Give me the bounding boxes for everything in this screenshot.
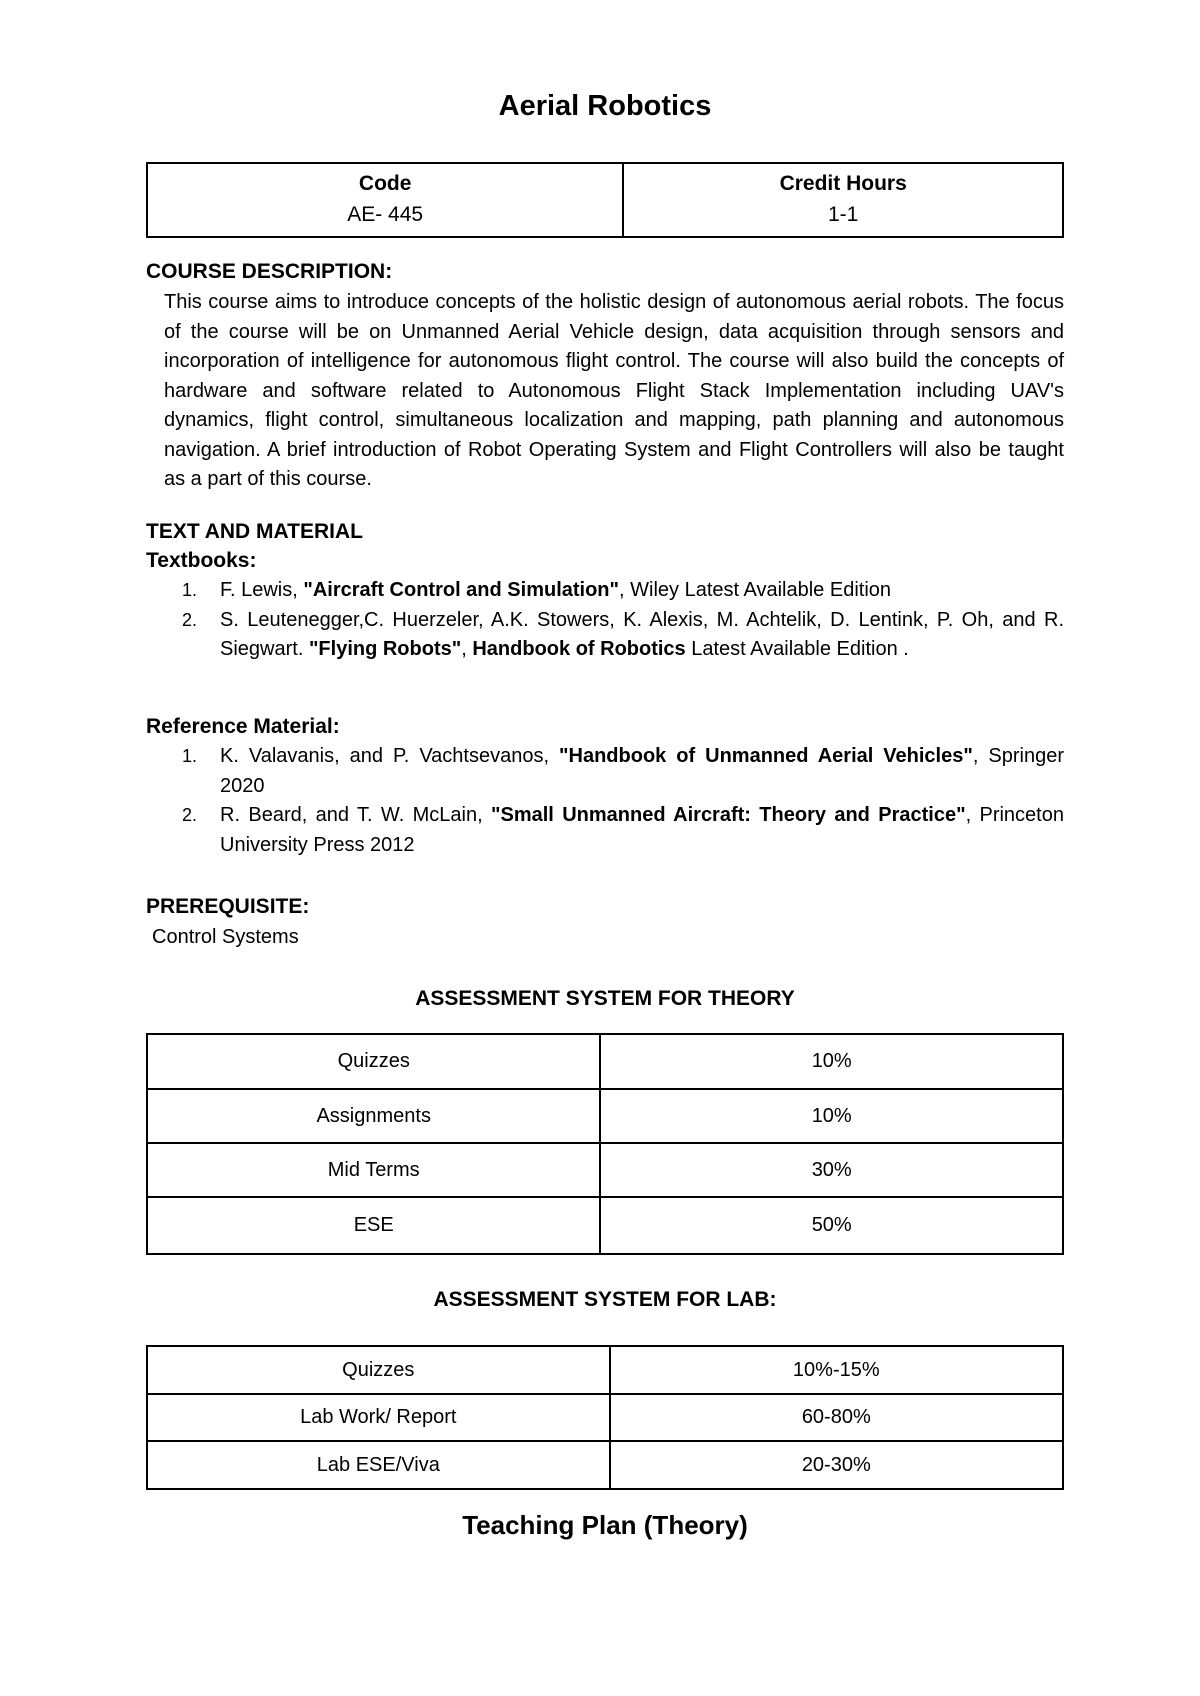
- table-row: [147, 1346, 1063, 1394]
- credit-hours-value: 1-1: [827, 203, 859, 226]
- page-title: Aerial Robotics: [498, 90, 712, 122]
- table-row: [147, 1143, 1063, 1197]
- assessment-item: Mid Terms: [147, 1143, 600, 1197]
- table-row: [147, 163, 1063, 237]
- textbook-title: "Aircraft Control and Simulation": [303, 579, 620, 601]
- teaching-plan-heading: Teaching Plan (Theory): [462, 1510, 748, 1540]
- assessment-theory-table: [146, 1033, 1064, 1255]
- course-description-section: [146, 258, 1064, 495]
- text-and-material-section: [146, 518, 1064, 665]
- list-item: [146, 606, 1064, 665]
- code-cell: [147, 163, 623, 237]
- reference-material-heading: Reference Material:: [146, 715, 340, 738]
- table-row: [147, 1197, 1063, 1254]
- course-description-text: This course aims to introduce concepts of the holistic design of autonomous aerial robots. The focus of the course will be on Unmanned Aerial Vehicle design, data acquisition through sensors and incorporation of intelligence for autonomous flight control. The course will also build the concepts of hardware and software related to Autonomous Flight Stack Implementation including UAV's dynamics, flight control, simultaneous localization and mapping, path planning and autonomous navigation. A brief introduction of Robot Operating System and Flight Controllers will also be taught as a part of this course.: [164, 291, 1064, 490]
- list-number: 1.: [182, 580, 198, 600]
- table-row: [147, 1089, 1063, 1143]
- assessment-lab-heading: ASSESSMENT SYSTEM FOR LAB:: [433, 1288, 777, 1311]
- assessment-item: Lab ESE/Viva: [147, 1441, 610, 1489]
- reference-material-section: [146, 712, 1064, 860]
- reference-publisher: , Springer 2020: [220, 745, 1064, 797]
- assessment-item: Quizzes: [147, 1346, 610, 1394]
- assessment-item: ESE: [147, 1197, 600, 1254]
- course-info-table: [146, 162, 1064, 238]
- credit-hours-header: Credit Hours: [779, 172, 907, 195]
- assessment-lab-table: [146, 1345, 1064, 1490]
- assessment-item: Assignments: [147, 1089, 600, 1143]
- prerequisite-value: Control Systems: [152, 926, 299, 948]
- textbook-title: "Flying Robots": [308, 638, 462, 660]
- assessment-weight: 60-80%: [610, 1394, 1063, 1441]
- reference-title: "Handbook of Unmanned Aerial Vehicles": [559, 745, 973, 767]
- references-list: [146, 742, 1064, 860]
- list-item: [146, 576, 1064, 606]
- prerequisite-section: [146, 893, 1064, 951]
- assessment-weight: 30%: [600, 1143, 1063, 1197]
- textbook-edition: Latest Available Edition .: [685, 638, 909, 660]
- textbook-separator: ,: [461, 638, 473, 660]
- table-row: [147, 1034, 1063, 1089]
- code-value: AE- 445: [347, 203, 424, 226]
- reference-authors: K. Valavanis, and P. Vachtsevanos,: [220, 745, 560, 767]
- textbooks-heading: Textbooks:: [146, 549, 257, 572]
- assessment-weight: 10%: [600, 1089, 1063, 1143]
- textbook-book: Handbook of Robotics: [472, 638, 686, 660]
- assessment-weight: 10%-15%: [610, 1346, 1063, 1394]
- textbooks-list: [146, 576, 1064, 665]
- assessment-item: Lab Work/ Report: [147, 1394, 610, 1441]
- assessment-theory-heading: ASSESSMENT SYSTEM FOR THEORY: [415, 987, 795, 1010]
- reference-publisher: , Princeton University Press 2012: [220, 804, 1064, 856]
- list-number: 1.: [182, 746, 198, 766]
- assessment-weight: 20-30%: [610, 1441, 1063, 1489]
- assessment-weight: 50%: [600, 1197, 1063, 1254]
- list-item: [146, 742, 1064, 801]
- list-item: [146, 801, 1064, 860]
- reference-authors: R. Beard, and T. W. McLain,: [220, 804, 491, 826]
- assessment-item: Quizzes: [147, 1034, 600, 1089]
- textbook-authors: F. Lewis,: [220, 579, 304, 601]
- text-and-material-heading: TEXT AND MATERIAL: [146, 520, 363, 543]
- list-number: 2.: [182, 609, 198, 630]
- prerequisite-heading: PREREQUISITE:: [146, 895, 310, 918]
- list-number: 2.: [182, 805, 198, 825]
- course-description-heading: COURSE DESCRIPTION:: [146, 260, 393, 283]
- code-header: Code: [358, 172, 412, 195]
- textbook-authors: S. Leutenegger,C. Huerzeler, A.K. Stowers, K. Alexis, M. Achtelik, D. Lentink, P. Oh, and R. Siegwart.: [220, 608, 1064, 660]
- credit-hours-cell: [623, 163, 1063, 237]
- assessment-weight: 10%: [600, 1034, 1063, 1089]
- reference-title: "Small Unmanned Aircraft: Theory and Practice": [491, 804, 966, 826]
- table-row: [147, 1441, 1063, 1489]
- textbook-publisher: , Wiley Latest Available Edition: [619, 579, 892, 601]
- table-row: [147, 1394, 1063, 1441]
